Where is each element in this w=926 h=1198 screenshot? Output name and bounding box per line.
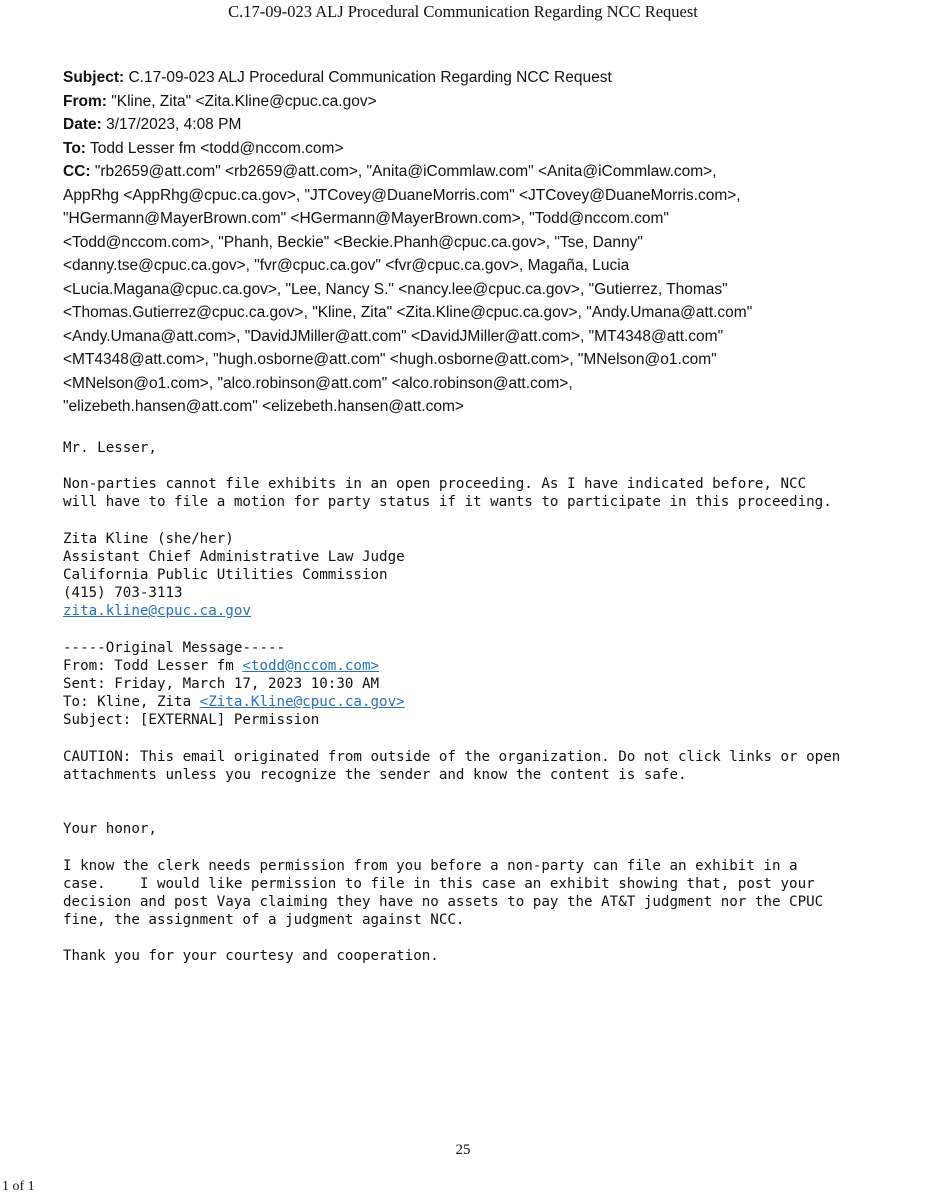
email-body-line	[63, 584, 840, 602]
header-field-label: Subject:	[63, 69, 125, 86]
email-header-line	[63, 395, 873, 419]
header-field-value: <Thomas.Gutierrez@cpuc.ca.gov>, "Kline, Zita" <Zita.Kline@cpuc.ca.gov>, "Andy.Umana@att.com"	[63, 304, 753, 321]
email-body-line	[63, 929, 840, 947]
email-body-line	[63, 566, 840, 584]
email-body-line	[63, 784, 840, 802]
email-header-line	[63, 348, 873, 372]
header-field-value: <Lucia.Magana@cpuc.ca.gov>, "Lee, Nancy S." <nancy.lee@cpuc.ca.gov>, "Gutierrez, Thomas"	[63, 280, 728, 298]
email-header-line	[63, 184, 873, 208]
header-field-value: AppRhg <AppRhg@cpuc.ca.gov>, "JTCovey@DuaneMorris.com" <JTCovey@DuaneMorris.com>,	[63, 186, 741, 204]
body-text: fine, the assignment of a judgment against NCC.	[63, 912, 465, 929]
email-body-line	[63, 512, 840, 530]
body-text: California Public Utilities Commission	[63, 567, 388, 584]
email-body-line	[63, 493, 840, 511]
email-body-line	[63, 766, 840, 784]
body-text: I know the clerk needs permission from you before a non-party can file an exhibit in a	[63, 857, 798, 874]
email-body-line	[63, 602, 840, 620]
body-text: Subject: [EXTERNAL] Permission	[63, 712, 320, 729]
body-text: Zita Kline (she/her)	[63, 530, 234, 547]
body-text: case. I would like permission to file in this case an exhibit showing that, post your	[63, 875, 815, 892]
email-body-line	[63, 893, 840, 911]
header-field-label: Date:	[63, 116, 102, 133]
email-header-line	[63, 254, 873, 278]
email-body	[63, 439, 840, 966]
email-body-line	[63, 820, 840, 838]
email-link[interactable]: zita.kline@cpuc.ca.gov	[63, 603, 251, 620]
body-text: CAUTION: This email originated from outside of the organization. Do not click links or open	[63, 748, 841, 765]
email-body-line	[63, 875, 840, 893]
email-body-line	[63, 730, 840, 748]
header-field-value: 3/17/2023, 4:08 PM	[101, 116, 242, 133]
email-body-line	[63, 621, 840, 639]
email-header-line	[63, 325, 873, 349]
email-body-line	[63, 802, 840, 820]
email-body-line	[63, 748, 840, 766]
email-header-line	[63, 113, 873, 137]
body-text: Sent: Friday, March 17, 2023 10:30 AM	[63, 676, 380, 693]
email-body-line	[63, 530, 840, 548]
header-field-value: C.17-09-023 ALJ Procedural Communication Regarding NCC Request	[124, 69, 612, 86]
email-header-line	[63, 66, 873, 90]
email-header-line	[63, 160, 873, 184]
document-header-title: C.17-09-023 ALJ Procedural Communication Regarding NCC Request	[228, 2, 698, 21]
body-text: Thank you for your courtesy and cooperation.	[63, 948, 439, 965]
email-header-line	[63, 137, 873, 161]
email-body-line	[63, 711, 840, 729]
body-text: will have to file a motion for party status if it wants to participate in this proceeding.	[63, 494, 832, 511]
page-number: 25	[455, 1142, 471, 1158]
body-text: attachments unless you recognize the sender and know the content is safe.	[63, 766, 687, 783]
header-field-value: <MNelson@o1.com>, "alco.robinson@att.com" <alco.robinson@att.com>,	[63, 374, 573, 392]
email-body-line	[63, 639, 840, 657]
email-header-line	[63, 207, 873, 231]
email-body-line	[63, 911, 840, 929]
email-header-line	[63, 301, 873, 325]
header-field-value: "Kline, Zita" <Zita.Kline@cpuc.ca.gov>	[106, 92, 377, 110]
email-body-line	[63, 838, 840, 856]
header-field-value: Todd Lesser fm <todd@nccom.com>	[85, 139, 344, 157]
email-header-line	[63, 90, 873, 114]
header-field-value: <Todd@nccom.com>, "Phanh, Beckie" <Beckie.Phanh@cpuc.ca.gov>, "Tse, Danny"	[63, 233, 643, 251]
email-header-line	[63, 231, 873, 255]
email-header-block	[63, 66, 873, 419]
body-text: -----Original Message-----	[63, 639, 286, 656]
header-field-value: <danny.tse@cpuc.ca.gov>, "fvr@cpuc.ca.gov" <fvr@cpuc.ca.gov>, Magaña, Lucia	[63, 257, 630, 274]
email-body-line	[63, 947, 840, 965]
email-body-line	[63, 693, 840, 711]
header-field-value: <Andy.Umana@att.com>, "DavidJMiller@att.com" <DavidJMiller@att.com>, "MT4348@att.com"	[63, 327, 724, 345]
body-text: Assistant Chief Administrative Law Judge	[63, 548, 405, 565]
body-text: From: Todd Lesser fm	[63, 657, 243, 674]
sheet-count: 1 of 1	[2, 1179, 35, 1194]
header-field-value: "rb2659@att.com" <rb2659@att.com>, "Anita@iCommlaw.com" <Anita@iCommlaw.com>,	[90, 163, 717, 180]
email-link[interactable]: <Zita.Kline@cpuc.ca.gov>	[199, 694, 405, 711]
body-text: Non-parties cannot file exhibits in an open proceeding. As I have indicated before, NCC	[63, 476, 807, 493]
email-body-line	[63, 457, 840, 475]
email-header-line	[63, 278, 873, 302]
email-body-line	[63, 475, 840, 493]
email-body-line	[63, 675, 840, 693]
body-text: decision and post Vaya claiming they have no assets to pay the AT&T judgment nor the CPUC	[63, 893, 824, 910]
header-field-label: From:	[63, 92, 107, 110]
body-text: To: Kline, Zita	[63, 694, 200, 711]
email-body-line	[63, 548, 840, 566]
email-body-line	[63, 439, 840, 457]
header-field-label: CC:	[63, 163, 91, 180]
header-field-value: <MT4348@att.com>, "hugh.osborne@att.com" <hugh.osborne@att.com>, "MNelson@o1.com"	[63, 351, 717, 368]
email-body-line	[63, 657, 840, 675]
header-field-value: "elizebeth.hansen@att.com" <elizebeth.hansen@att.com>	[63, 398, 464, 415]
email-header-line	[63, 372, 873, 396]
body-text: Mr. Lesser,	[63, 440, 157, 456]
header-field-value: "HGermann@MayerBrown.com" <HGermann@MayerBrown.com>, "Todd@nccom.com"	[63, 210, 669, 227]
email-link[interactable]: <todd@nccom.com>	[242, 657, 380, 674]
body-text: Your honor,	[63, 821, 157, 838]
body-text: (415) 703-3113	[63, 585, 183, 602]
email-body-line	[63, 857, 840, 875]
header-field-label: To:	[63, 139, 86, 157]
